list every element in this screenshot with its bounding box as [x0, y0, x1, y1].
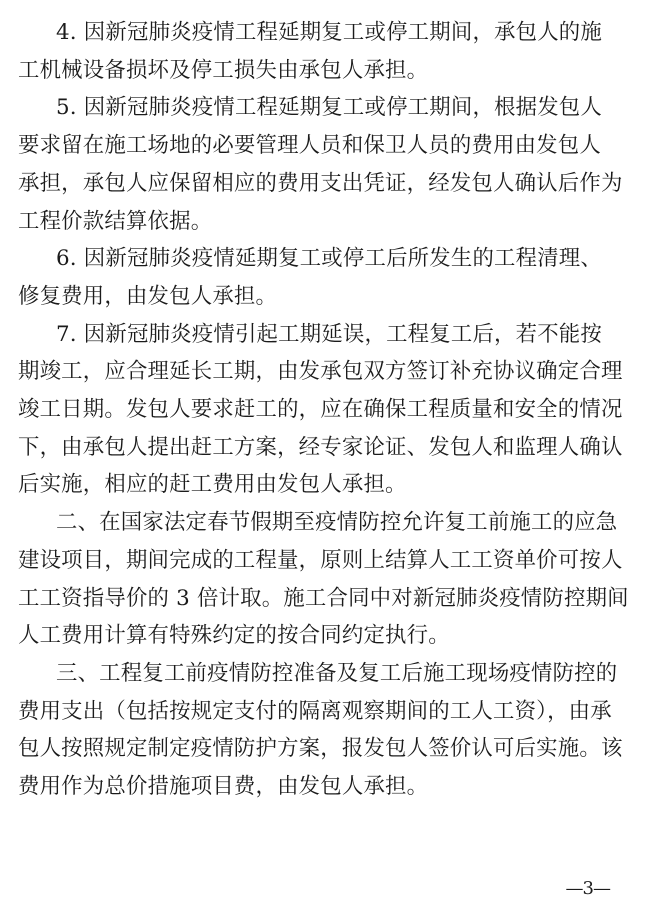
text-line: 费用支出（包括按规定支付的隔离观察期间的工人工资），由承: [18, 698, 612, 724]
text-line: 7. 因新冠肺炎疫情引起工期延误，工程复工后，若不能按: [56, 321, 602, 347]
section-two-paragraph: [18, 504, 632, 655]
text-line: 修复费用，由发包人承担。: [18, 283, 278, 309]
text-line: 6. 因新冠肺炎疫情延期复工或停工后所发生的工程清理、: [56, 246, 602, 272]
text-line: 竣工日期。发包人要求赶工的，应在确保工程质量和安全的情况: [18, 397, 623, 423]
text-line: 承担，承包人应保留相应的费用支出凭证，经发包人确认后作为: [18, 170, 623, 196]
text-line: 工程价款结算依据。: [18, 208, 213, 234]
section-three-paragraph: [18, 655, 632, 806]
paragraph-item-7: [18, 316, 632, 505]
paragraph-item-5: [18, 89, 632, 240]
page-number: —3—: [565, 878, 610, 899]
text-line: 工机械设备损坏及停工损失由承包人承担。: [18, 57, 429, 83]
text-line: 三、工程复工前疫情防控准备及复工后施工现场疫情防控的: [56, 660, 618, 686]
text-line: 期竣工，应合理延长工期，由发承包双方签订补充协议确定合理: [18, 359, 623, 385]
text-line: 4. 因新冠肺炎疫情工程延期复工或停工期间，承包人的施: [56, 20, 602, 45]
text-line: 下，由承包人提出赶工方案，经专家论证、发包人和监理人确认: [18, 434, 623, 460]
text-line: 工工资指导价的 3 倍计取。施工合同中对新冠肺炎疫情防控期间: [18, 585, 629, 611]
paragraph-item-6: [18, 240, 632, 315]
text-line: 要求留在施工场地的必要管理人员和保卫人员的费用由发包人: [18, 133, 601, 159]
text-line: 5. 因新冠肺炎疫情工程延期复工或停工期间，根据发包人: [56, 95, 602, 121]
text-line: 包人按照规定制定疫情防护方案，报发包人签价认可后实施。该: [18, 736, 623, 762]
document-body: [18, 14, 632, 806]
text-line: 费用作为总价措施项目费，由发包人承担。: [18, 774, 429, 800]
text-line: 二、在国家法定春节假期至疫情防控允许复工前施工的应急: [56, 510, 618, 536]
text-line: 人工费用计算有特殊约定的按合同约定执行。: [18, 623, 450, 649]
text-line: 建设项目，期间完成的工程量，原则上结算人工工资单价可按人: [18, 547, 623, 573]
text-line: 后实施，相应的赶工费用由发包人承担。: [18, 472, 407, 498]
paragraph-item-4: [18, 14, 632, 89]
